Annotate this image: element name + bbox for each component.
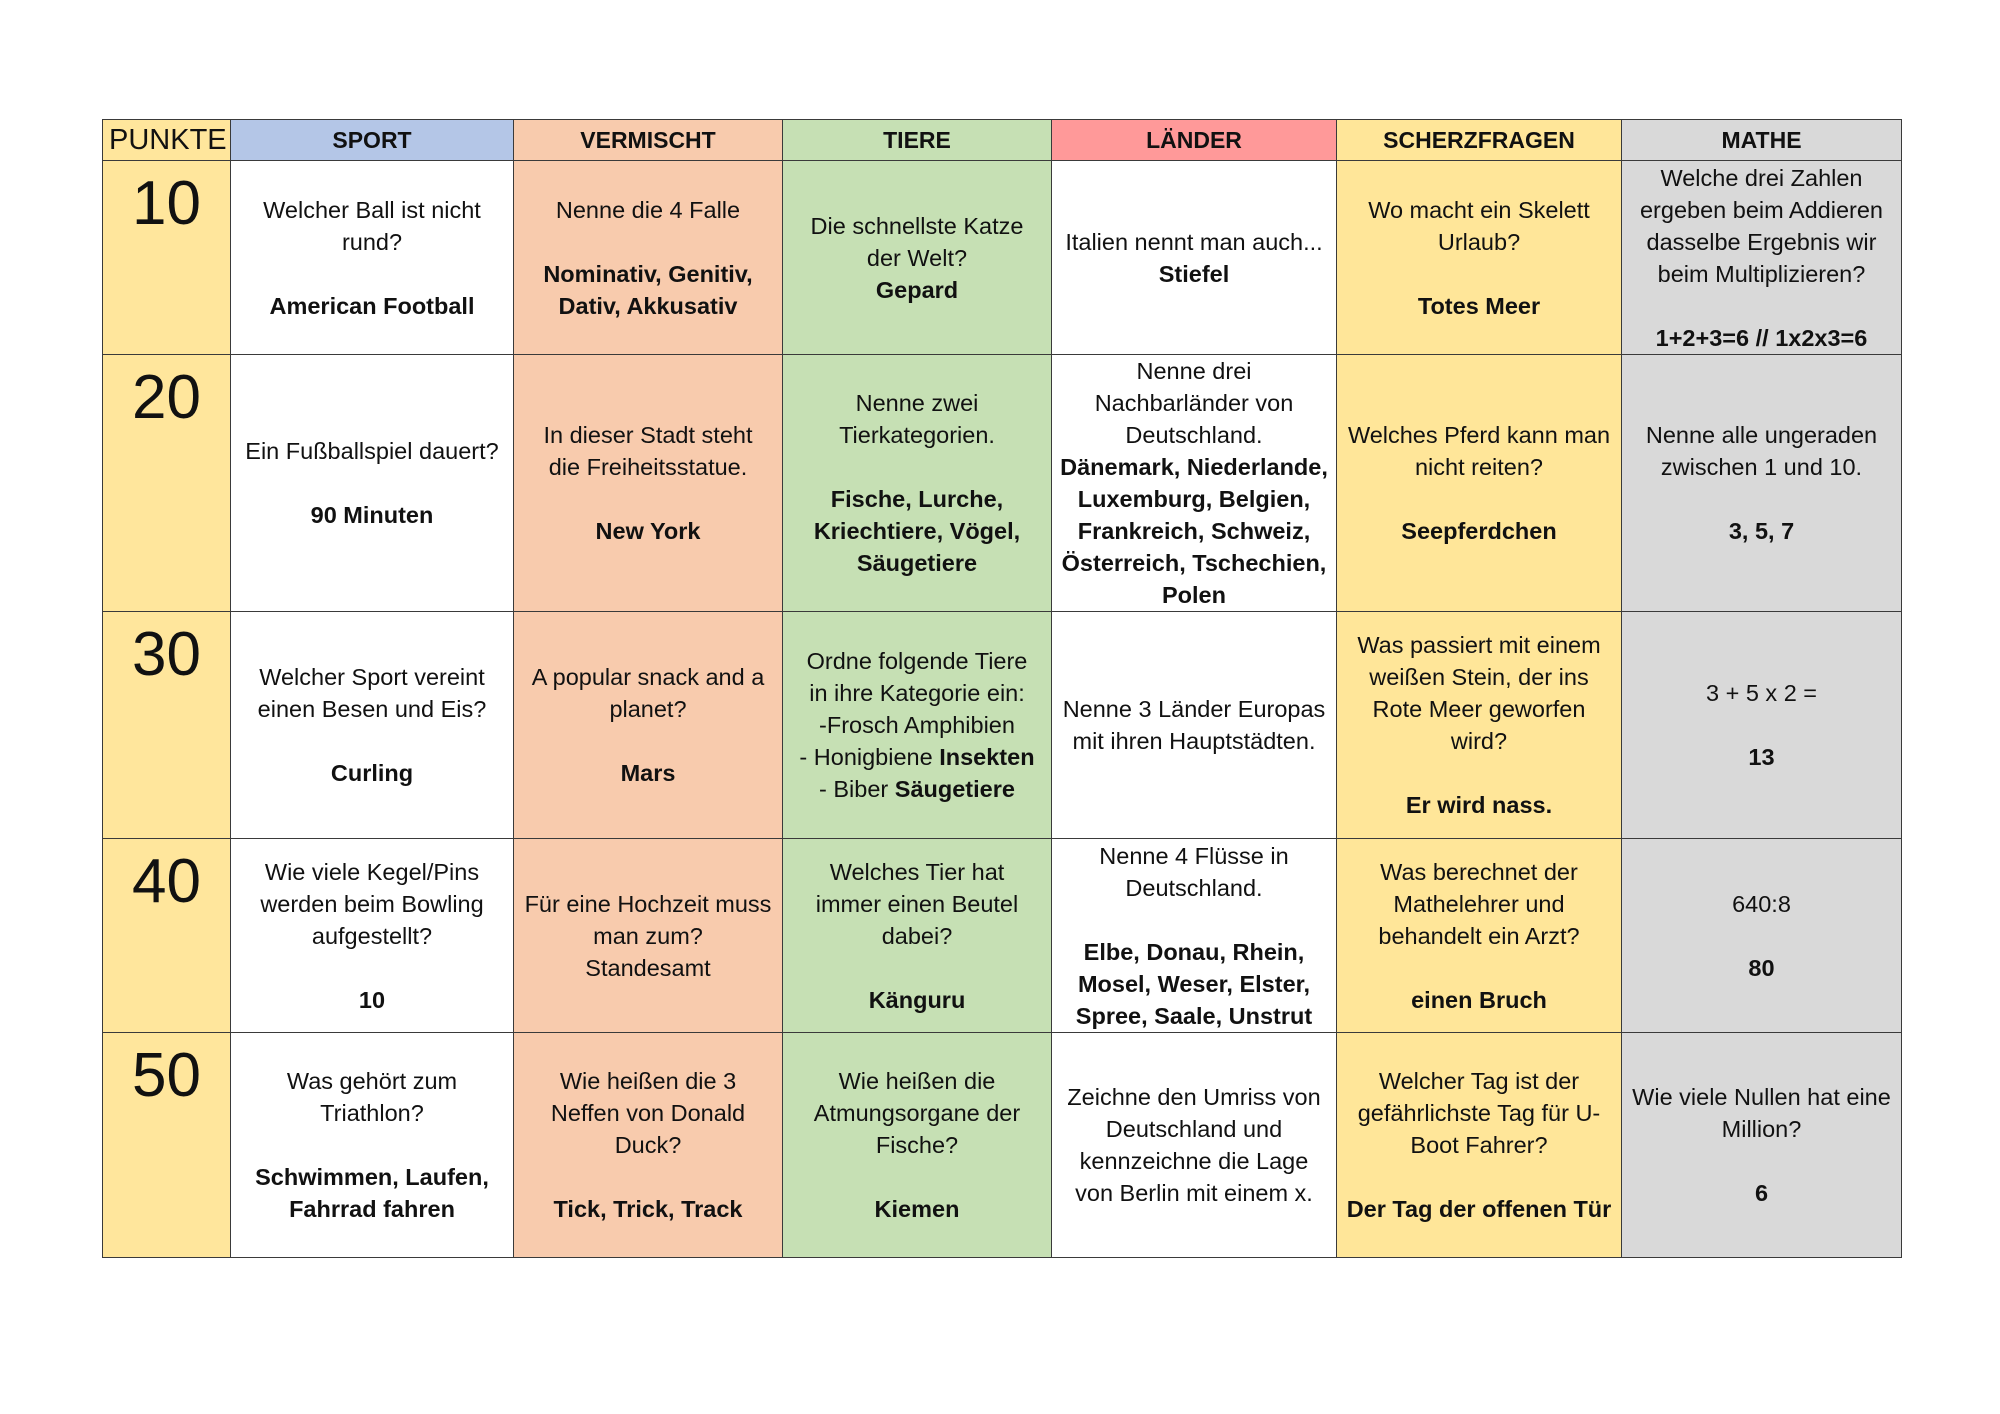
question-line: Welcher Tag ist der <box>1378 1068 1580 1094</box>
header-vermischt: VERMISCHT <box>514 120 783 161</box>
quiz-body <box>103 161 1902 1258</box>
question-cell-mathe[interactable] <box>1622 1033 1902 1258</box>
question-line: Ordne folgende Tiere <box>806 648 1028 674</box>
question-cell-tiere[interactable] <box>783 1033 1052 1258</box>
question-cell-vermischt[interactable] <box>514 355 783 612</box>
question-line: nicht reiten? <box>1414 454 1544 480</box>
answer-line: Säugetiere <box>856 550 978 576</box>
answer-line: Totes Meer <box>1417 292 1541 319</box>
question-line <box>237 725 507 757</box>
answer-line: Dativ, Akkusativ <box>558 292 738 319</box>
question-cell-sport[interactable] <box>231 161 514 355</box>
question-line <box>520 1161 776 1193</box>
question-line: Atmungsorgane der <box>813 1100 1021 1126</box>
question-cell-scherzfragen[interactable] <box>1337 1033 1622 1258</box>
question-line: Urlaub? <box>1437 228 1521 255</box>
question-line: werden beim Bowling <box>260 890 484 917</box>
answer-line: Polen <box>1162 582 1226 608</box>
question-line: Nachbarländer von <box>1094 390 1294 416</box>
question-line: Welcher Sport vereint <box>259 664 485 690</box>
question-cell-scherzfragen[interactable] <box>1337 612 1622 839</box>
question-line: dabei? <box>881 922 953 949</box>
question-cell-tiere[interactable] <box>783 612 1052 839</box>
question-line: Nenne alle ungeraden <box>1645 422 1878 448</box>
question-line <box>237 467 507 499</box>
question-line: in ihre Kategorie ein: <box>809 680 1025 706</box>
answer-line: Mars <box>620 760 676 786</box>
header-mathe: MATHE <box>1622 120 1902 161</box>
question-line: Wie heißen die <box>838 1068 996 1094</box>
question-line <box>1343 483 1615 515</box>
question-line <box>1343 757 1615 789</box>
question-cell-mathe[interactable] <box>1622 839 1902 1033</box>
question-cell-sport[interactable] <box>231 839 514 1033</box>
question-line: gefährlichste Tag für U- <box>1357 1100 1601 1126</box>
answer-line: Stiefel <box>1158 260 1230 287</box>
question-line <box>237 258 507 290</box>
question-line: Tierkategorien. <box>839 422 995 448</box>
question-row <box>103 612 1902 839</box>
answer-line: Schwimmen, Laufen, <box>255 1164 489 1190</box>
question-line <box>1628 290 1895 322</box>
question-line: Nenne zwei <box>855 390 979 416</box>
answer-line: Österreich, Tschechien, <box>1061 550 1327 576</box>
question-cell-scherzfragen[interactable] <box>1337 161 1622 355</box>
points-cell: 40 <box>103 839 231 1033</box>
question-line: Deutschland. <box>1125 874 1263 901</box>
question-line: weißen Stein, der ins <box>1369 664 1589 690</box>
question-row <box>103 1033 1902 1258</box>
question-line: wird? <box>1450 728 1508 754</box>
question-line <box>1628 920 1895 952</box>
question-line <box>520 483 776 515</box>
answer-line: Känguru <box>868 986 966 1013</box>
answer-line: American Football <box>269 292 475 319</box>
header-scherzfragen: SCHERZFRAGEN <box>1337 120 1622 161</box>
question-text: - Biber <box>819 776 895 802</box>
question-line: Was gehört zum <box>286 1068 458 1094</box>
answer-line: Luxemburg, Belgien, <box>1077 486 1311 512</box>
question-line: -Frosch Amphibien <box>819 712 1015 738</box>
question-line: rund? <box>341 228 403 255</box>
question-cell-vermischt[interactable] <box>514 1033 783 1258</box>
question-line <box>520 725 776 757</box>
question-cell-laender[interactable] <box>1052 161 1337 355</box>
question-line <box>1343 1161 1615 1193</box>
answer-line: Tick, Trick, Track <box>553 1196 743 1222</box>
question-line <box>1628 483 1895 515</box>
question-line: mit ihren Hauptstädten. <box>1072 728 1316 754</box>
question-line <box>789 451 1045 483</box>
answer-line: Seepferdchen <box>1401 518 1557 544</box>
question-line: ergeben beim Addieren <box>1639 196 1883 223</box>
question-cell-vermischt[interactable] <box>514 161 783 355</box>
quiz-table <box>102 119 1902 1258</box>
question-cell-laender[interactable] <box>1052 839 1337 1033</box>
question-line: Wie viele Kegel/Pins <box>264 858 480 885</box>
answer-line: Er wird nass. <box>1405 792 1553 818</box>
answer-line: Gepard <box>875 276 959 303</box>
question-line: Zeichne den Umriss von <box>1067 1084 1321 1110</box>
answer-line: Spree, Saale, Unstrut <box>1075 1002 1313 1029</box>
question-line: Nenne 4 Flüsse in <box>1099 842 1289 869</box>
question-line <box>1628 1145 1895 1177</box>
answer-line: 1+2+3=6 // 1x2x3=6 <box>1655 324 1868 351</box>
question-line <box>1628 709 1895 741</box>
question-line: Fische? <box>875 1132 959 1158</box>
answer-line: New York <box>595 518 701 544</box>
question-line: behandelt ein Arzt? <box>1378 922 1580 949</box>
question-line <box>1058 904 1330 936</box>
question-line: Die schnellste Katze <box>810 212 1024 239</box>
question-line <box>237 1129 507 1161</box>
header-laender: LÄNDER <box>1052 120 1337 161</box>
answer-text: Säugetiere <box>894 776 1015 802</box>
answer-line: Kriechtiere, Vögel, <box>813 518 1021 544</box>
question-line: Nenne drei <box>1136 358 1252 384</box>
answer-line: 10 <box>358 986 386 1013</box>
question-line: Neffen von Donald <box>550 1100 746 1126</box>
question-cell-tiere[interactable] <box>783 839 1052 1033</box>
question-line: Deutschland und <box>1105 1116 1283 1142</box>
answer-line: Curling <box>330 760 414 786</box>
question-cell-tiere[interactable] <box>783 355 1052 612</box>
answer-line: 90 Minuten <box>310 502 434 528</box>
question-line: Boot Fahrer? <box>1410 1132 1548 1158</box>
answer-line: Fahrrad fahren <box>289 1196 455 1222</box>
question-line: Wo macht ein Skelett <box>1368 196 1590 223</box>
question-line: Was berechnet der <box>1380 858 1578 885</box>
points-cell: 20 <box>103 355 231 612</box>
answer-line: 3, 5, 7 <box>1728 518 1795 544</box>
question-line: Deutschland. <box>1125 422 1263 448</box>
question-cell-laender[interactable] <box>1052 1033 1337 1258</box>
question-line <box>1343 258 1615 290</box>
question-cell-tiere[interactable] <box>783 161 1052 355</box>
answer-line: Frankreich, Schweiz, <box>1077 518 1311 544</box>
header-punkte: PUNKTE <box>103 120 231 161</box>
question-cell-mathe[interactable] <box>1622 161 1902 355</box>
question-cell-scherzfragen[interactable] <box>1337 355 1622 612</box>
answer-line: 13 <box>1748 744 1775 770</box>
question-row <box>103 161 1902 355</box>
answer-line: 80 <box>1748 954 1775 981</box>
question-line: 3 + 5 x 2 = <box>1705 680 1818 706</box>
question-cell-mathe[interactable] <box>1622 355 1902 612</box>
header-tiere: TIERE <box>783 120 1052 161</box>
question-line <box>1343 952 1615 984</box>
answer-line: Der Tag der offenen Tür <box>1346 1196 1612 1222</box>
question-line: Für eine Hochzeit muss <box>524 890 772 917</box>
question-line <box>520 226 776 258</box>
question-line: man zum? <box>593 922 703 949</box>
question-line: 640:8 <box>1732 890 1791 917</box>
question-line <box>789 773 1045 805</box>
question-line: Italien nennt man auch... <box>1065 228 1323 255</box>
question-line <box>789 741 1045 773</box>
answer-line: 6 <box>1754 1180 1769 1206</box>
question-cell-vermischt[interactable] <box>514 839 783 1033</box>
header-sport: SPORT <box>231 120 514 161</box>
question-cell-sport[interactable] <box>231 612 514 839</box>
question-line: die Freiheitsstatue. <box>548 454 748 480</box>
question-line: Standesamt <box>585 954 711 981</box>
question-line: aufgestellt? <box>311 922 433 949</box>
question-line: Rote Meer geworfen <box>1372 696 1586 722</box>
question-line: beim Multiplizieren? <box>1657 260 1866 287</box>
question-line: Duck? <box>614 1132 682 1158</box>
question-line: Welches Tier hat <box>829 858 1005 885</box>
answer-text: Insekten <box>939 744 1035 770</box>
question-line: zwischen 1 und 10. <box>1660 454 1863 480</box>
question-line: Welcher Ball ist nicht <box>263 196 481 223</box>
question-row <box>103 355 1902 612</box>
question-line: Million? <box>1721 1116 1802 1142</box>
answer-line: Fische, Lurche, <box>830 486 1004 512</box>
question-line: Was passiert mit einem <box>1357 632 1601 658</box>
question-line <box>789 1161 1045 1193</box>
header-row <box>103 120 1902 161</box>
question-line: A popular snack and a <box>531 664 765 690</box>
question-line: dasselbe Ergebnis wir <box>1646 228 1877 255</box>
answer-line: einen Bruch <box>1411 986 1547 1013</box>
question-line: Ein Fußballspiel dauert? <box>245 438 499 464</box>
question-line: planet? <box>609 696 687 722</box>
question-line: der Welt? <box>866 244 968 271</box>
question-line: Welche drei Zahlen <box>1660 164 1863 191</box>
question-cell-laender[interactable] <box>1052 355 1337 612</box>
answer-line: Kiemen <box>874 1196 960 1222</box>
question-line: von Berlin mit einem x. <box>1075 1180 1313 1206</box>
question-line: einen Besen und Eis? <box>257 696 487 722</box>
question-line: In dieser Stadt steht <box>543 422 753 448</box>
points-cell: 30 <box>103 612 231 839</box>
question-line <box>789 952 1045 984</box>
answer-line: Mosel, Weser, Elster, <box>1077 970 1311 997</box>
question-line: Triathlon? <box>320 1100 424 1126</box>
answer-line: Elbe, Donau, Rhein, <box>1083 938 1305 965</box>
question-line <box>237 952 507 984</box>
question-line: kennzeichne die Lage <box>1079 1148 1309 1174</box>
question-line: Nenne die 4 Falle <box>555 196 741 223</box>
points-cell: 10 <box>103 161 231 355</box>
question-line: Wie heißen die 3 <box>559 1068 737 1094</box>
question-cell-sport[interactable] <box>231 355 514 612</box>
question-line: Nenne 3 Länder Europas <box>1062 696 1326 722</box>
question-cell-scherzfragen[interactable] <box>1337 839 1622 1033</box>
points-cell: 50 <box>103 1033 231 1258</box>
question-line: Welches Pferd kann man <box>1347 422 1611 448</box>
question-cell-laender[interactable] <box>1052 612 1337 839</box>
answer-line: Nominativ, Genitiv, <box>543 260 753 287</box>
question-line: immer einen Beutel <box>815 890 1019 917</box>
question-line: Wie viele Nullen hat eine <box>1632 1084 1891 1110</box>
answer-line: Dänemark, Niederlande, <box>1060 454 1328 480</box>
question-line: Mathelehrer und <box>1393 890 1565 917</box>
question-cell-vermischt[interactable] <box>514 612 783 839</box>
question-row <box>103 839 1902 1033</box>
question-text: - Honigbiene <box>799 744 940 770</box>
question-cell-mathe[interactable] <box>1622 612 1902 839</box>
question-cell-sport[interactable] <box>231 1033 514 1258</box>
